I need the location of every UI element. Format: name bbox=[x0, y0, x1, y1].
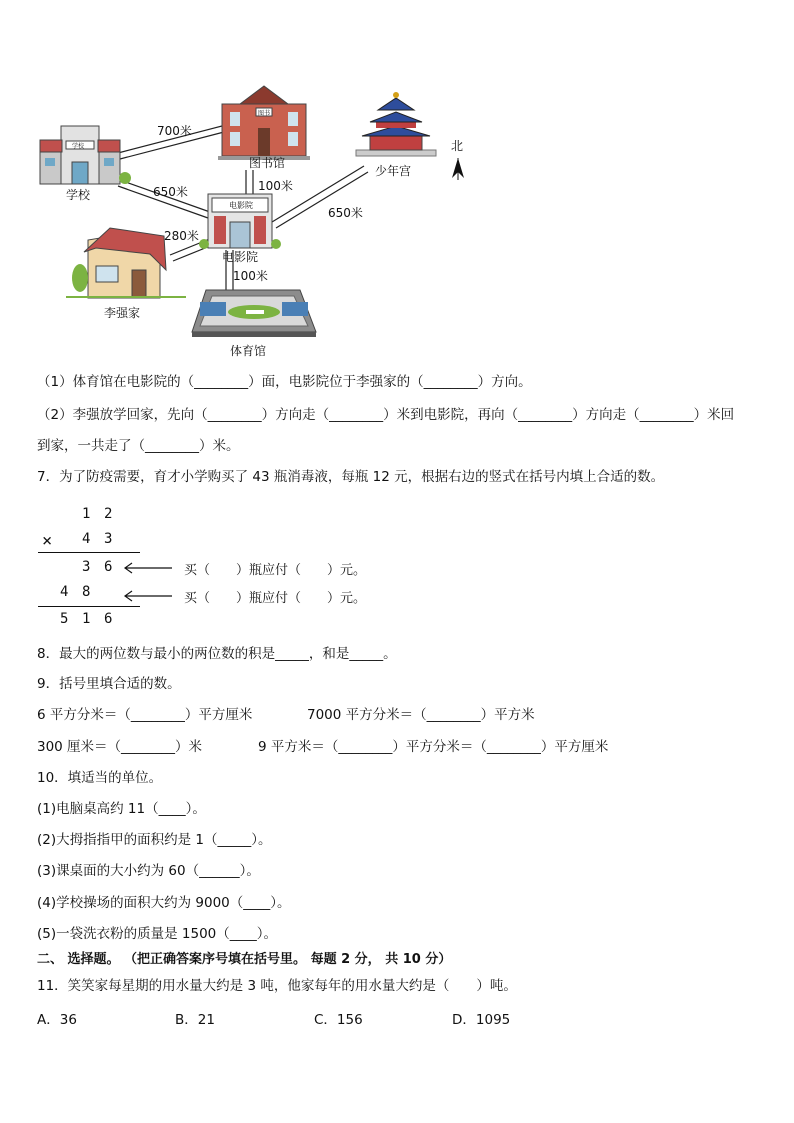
calc-hint-2: 买（ ）瓶应付（ ）元。 bbox=[184, 591, 367, 606]
q10-item-2: (2)大拇指指甲的面积约是 1（_____）。 bbox=[37, 832, 272, 848]
north-arrow bbox=[452, 158, 464, 180]
calc-r4-d2: 8 bbox=[82, 584, 91, 600]
map-label-li-home: 李强家 bbox=[104, 306, 141, 320]
q10-question: 10．填适当的单位。 bbox=[37, 770, 163, 786]
distance-home-cinema: 280米 bbox=[164, 229, 199, 243]
q11-question: 11．笑笑家每星期的用水量大约是 3 吨，他家每年的用水量大约是（ ）吨。 bbox=[37, 978, 517, 994]
q6-sub2-line2: 到家，一共走了（________）米。 bbox=[37, 438, 240, 454]
calc-r2-d1: 4 bbox=[82, 531, 91, 547]
q9-item-d: 9 平方米＝（________）平方分米＝（________）平方厘米 bbox=[258, 739, 609, 755]
calc-r5-d1: 5 bbox=[60, 611, 69, 627]
q9-item-c: 300 厘米＝（________）米 bbox=[37, 739, 203, 755]
arrow-icon bbox=[122, 590, 182, 602]
section-2-title: 二、 选择题。 （把正确答案序号填在括号里。 每题 2 分， 共 10 分） bbox=[37, 952, 452, 967]
distance-school-library: 700米 bbox=[157, 124, 192, 138]
gym-building bbox=[192, 290, 316, 337]
library-sign: 图书 bbox=[258, 110, 271, 117]
q6-sub2-line1: （2）李强放学回家，先向（________）方向走（________）米到电影院，再向（________）方向走（________）米回 bbox=[37, 407, 735, 423]
calc-r1-d1: 1 bbox=[82, 506, 91, 522]
map-label-library: 图书馆 bbox=[249, 156, 286, 170]
library-building bbox=[218, 86, 310, 160]
q9-item-a: 6 平方分米＝（________）平方厘米 bbox=[37, 707, 253, 723]
q9-question: 9．括号里填合适的数。 bbox=[37, 676, 181, 692]
map-label-gym: 体育馆 bbox=[230, 344, 267, 358]
calc-r3-d1: 3 bbox=[82, 559, 91, 575]
q11-option-a[interactable]: A．36 bbox=[37, 1012, 77, 1028]
distance-library-cinema: 100米 bbox=[258, 179, 293, 193]
map-label-north: 北 bbox=[451, 139, 464, 153]
cinema-sign: 电影院 bbox=[229, 201, 253, 210]
q7-question: 7．为了防疫需要，育才小学购买了 43 瓶消毒液，每瓶 12 元，根据右边的竖式在括号内填上合适的数。 bbox=[37, 469, 665, 485]
q11-option-b[interactable]: B．21 bbox=[175, 1012, 215, 1028]
arrow-icon bbox=[122, 562, 182, 574]
distance-cinema-gym: 100米 bbox=[233, 269, 268, 283]
school-building bbox=[40, 126, 131, 184]
calc-r1-d2: 2 bbox=[104, 506, 113, 522]
calc-r4-d1: 4 bbox=[60, 584, 69, 600]
q10-item-4: (4)学校操场的面积大约为 9000（____）。 bbox=[37, 895, 291, 911]
calc-line-1 bbox=[38, 552, 140, 553]
map-label-youth-palace: 少年宫 bbox=[375, 164, 412, 178]
q11-option-d[interactable]: D．1095 bbox=[452, 1012, 511, 1028]
distance-palace-cinema: 650米 bbox=[328, 206, 363, 220]
school-sign: 学校 bbox=[72, 143, 85, 150]
q6-sub1: （1）体育馆在电影院的（________）面，电影院位于李强家的（________）方向。 bbox=[37, 374, 532, 390]
calc-r5-d3: 6 bbox=[104, 611, 113, 627]
q10-item-1: (1)电脑桌高约 11（____）。 bbox=[37, 801, 206, 817]
youth-palace-building bbox=[356, 92, 436, 156]
q11-option-c[interactable]: C．156 bbox=[314, 1012, 363, 1028]
calc-line-2 bbox=[38, 606, 140, 607]
map-label-cinema: 电影院 bbox=[222, 250, 259, 264]
map-label-school: 学校 bbox=[66, 188, 91, 202]
calc-r2-d2: 3 bbox=[104, 531, 113, 547]
q8-question: 8．最大的两位数与最小的两位数的积是_____，和是_____。 bbox=[37, 646, 397, 662]
calc-r5-d2: 1 bbox=[82, 611, 91, 627]
calc-hint-1: 买（ ）瓶应付（ ）元。 bbox=[184, 563, 367, 578]
calc-times: × bbox=[42, 531, 53, 551]
q9-item-b: 7000 平方分米＝（________）平方米 bbox=[307, 707, 535, 723]
q10-item-3: (3)课桌面的大小约为 60（______）。 bbox=[37, 863, 260, 879]
distance-school-cinema: 650米 bbox=[153, 185, 188, 199]
calc-r3-d2: 6 bbox=[104, 559, 113, 575]
q10-item-5: (5)一袋洗衣粉的质量是 1500（____）。 bbox=[37, 926, 278, 942]
